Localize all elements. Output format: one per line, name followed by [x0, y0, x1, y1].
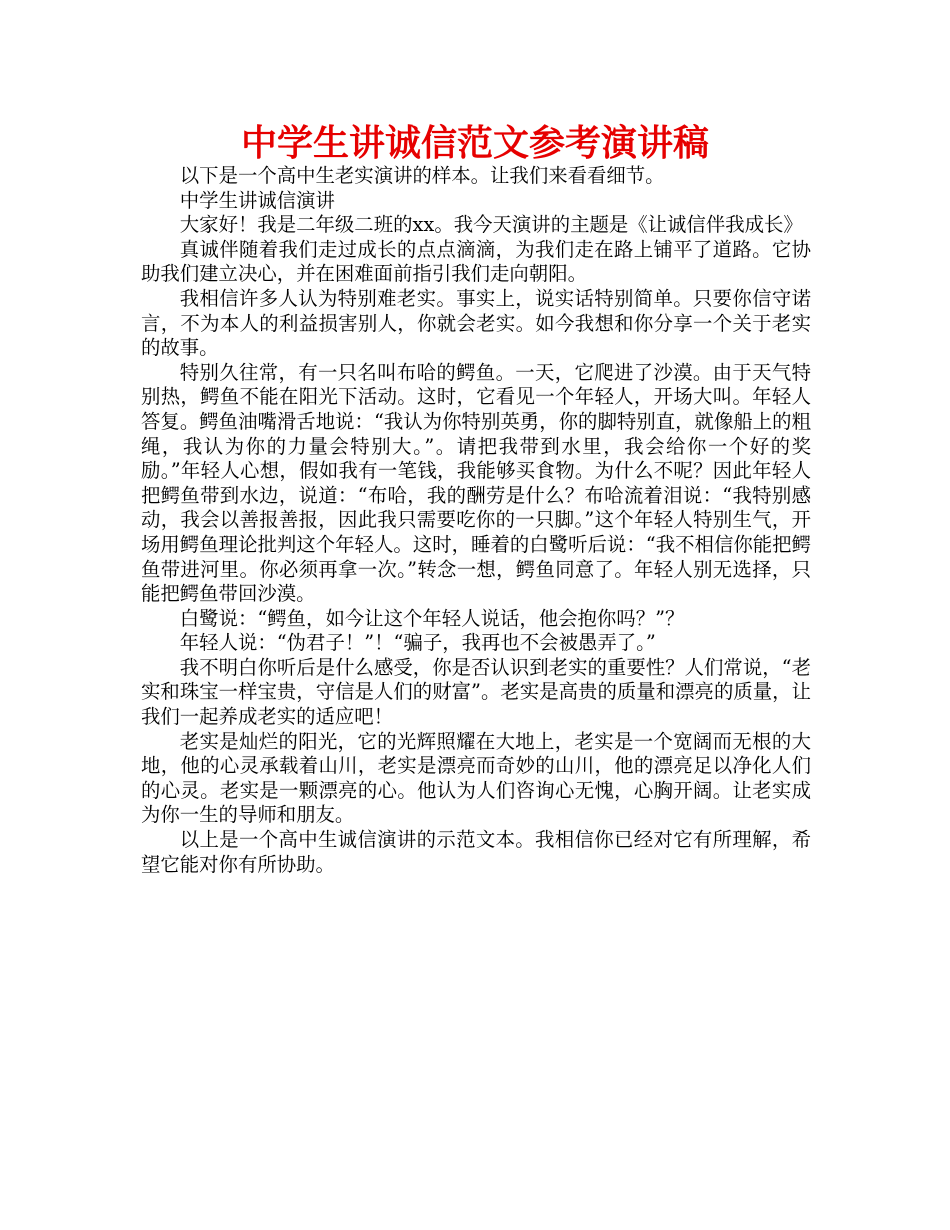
document-body	[141, 164, 811, 877]
paragraph-sincerity: 真诚伴随着我们走过成长的点点滴滴，为我们走在路上铺平了道路。它协助我们建立决心，并在困难面前指引我们走向朝阳。	[141, 237, 811, 286]
paragraph-conclusion: 以上是一个高中生诚信演讲的示范文本。我相信你已经对它有所理解，希望它能对你有所协助。	[141, 828, 811, 876]
document-title: 中学生讲诚信范文参考演讲稿	[240, 123, 709, 164]
paragraph-egret: 白鹭说：“鳄鱼，如今让这个年轻人说话，他会抱你吗？”？	[179, 606, 685, 630]
paragraph-metaphor: 老实是灿烂的阳光，它的光辉照耀在大地上，老实是一个宽阔而无根的大地，他的心灵承载着山川，老实是漂亮而奇妙的山川，他的漂亮足以净化人们的心灵。老实是一颗漂亮的心。他认为人们咨询心无愧，心胸开阔。让老实成为你一生的导师和朋友。	[141, 729, 811, 827]
paragraph-story: 特别久往常，有一只名叫布哈的鳄鱼。一天，它爬进了沙漠。由于天气特别热，鳄鱼不能在阳光下活动。这时，它看见一个年轻人，开场大叫。年轻人答复。鳄鱼油嘴滑舌地说：“我认为你特别英勇，你的脚特别直，就像船上的粗绳，我认为你的力量会特别大。”。请把我带到水里，我会给你一个好的奖励。”年轻人心想，假如我有一笔钱，我能够买食物。为什么不呢？因此年轻人把鳄鱼带到水边，说道：“布哈，我的酬劳是什么？布哈流着泪说：“我特别感动，我会以善报善报，因此我只需要吃你的一只脚。”这个年轻人特别生气，开场用鳄鱼理论批判这个年轻人。这时，睡着的白鹭听后说：“我不相信你能把鳄鱼带进河里。你必须再拿一次。”转念一想，鳄鱼同意了。年轻人别无选择，只能把鳄鱼带回沙漠。	[141, 360, 811, 606]
paragraph-intro: 以下是一个高中生老实演讲的样本。让我们来看看细节。	[179, 164, 665, 187]
paragraph-subtitle: 中学生讲诚信演讲	[179, 188, 335, 212]
paragraph-belief: 我相信许多人认为特别难老实。事实上，说实话特别简单。只要你信守诺言，不为本人的利益损害别人，你就会老实。如今我想和你分享一个关于老实的故事。	[141, 286, 811, 360]
paragraph-reflection: 我不明白你听后是什么感受，你是否认识到老实的重要性？人们常说，“老实和珠宝一样宝贵，守信是人们的财富”。老实是高贵的质量和漂亮的质量，让我们一起养成老实的适应吧！	[141, 655, 811, 729]
paragraph-young-man: 年轻人说：“伪君子！”！“骗子，我再也不会被愚弄了。”	[179, 631, 656, 655]
paragraph-greeting: 大家好！我是二年级二班的xx。我今天演讲的主题是《让诚信伴我成长》	[179, 213, 803, 237]
